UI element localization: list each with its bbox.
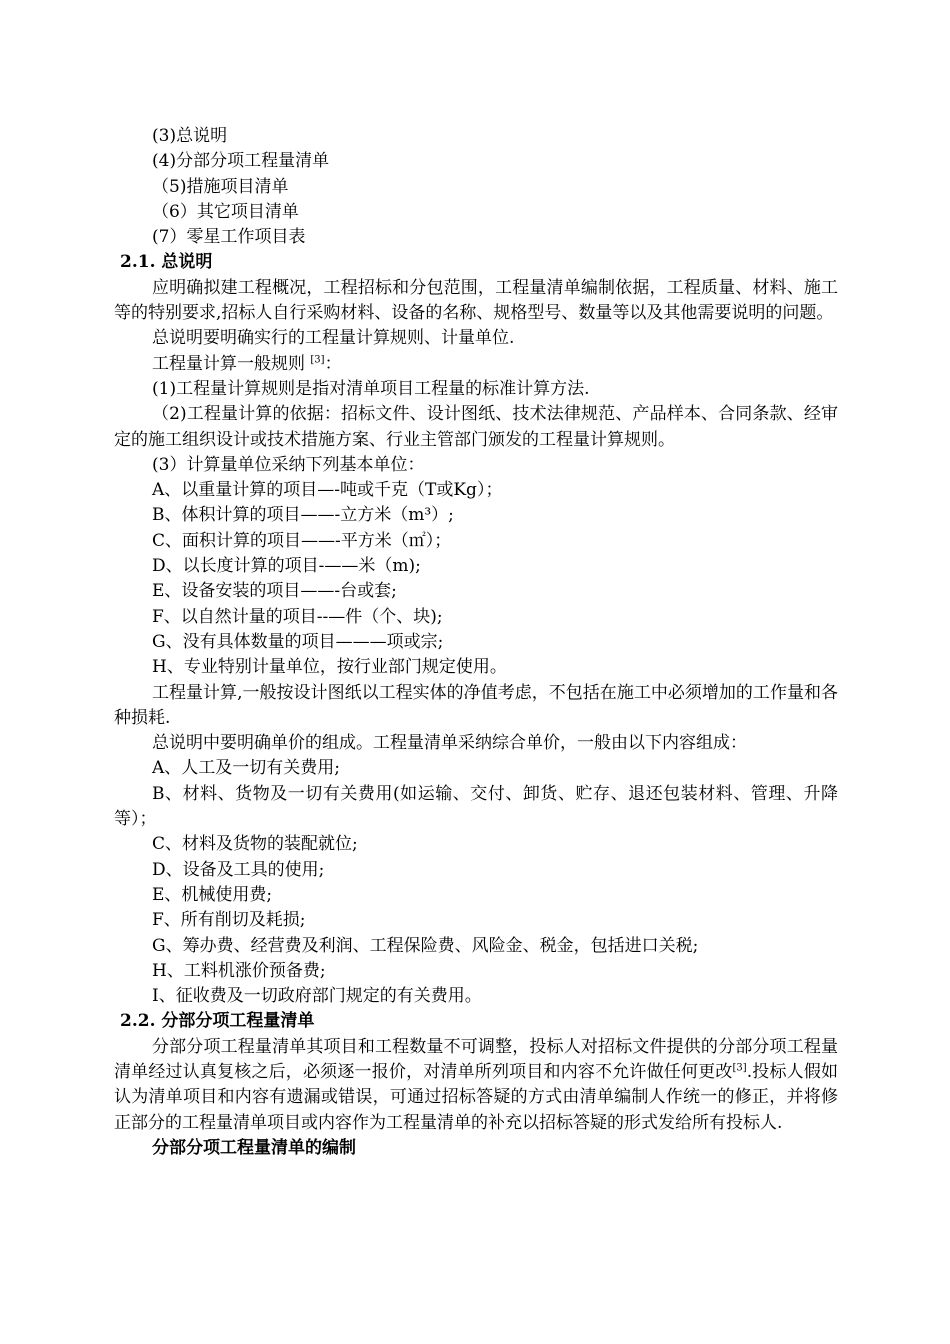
unit-item: C、面积计算的项目——-平方米（㎡）； [152, 530, 452, 551]
paragraph [114, 1035, 838, 1136]
paragraph: 工程量计算,一般按设计图纸以工程实体的净值考虑，不包括在施工中必须增加的工作量和各种损耗. [114, 682, 838, 728]
list-item: (4)分部分项工程量清单 [152, 151, 330, 172]
unit-item: B、体积计算的项目——-立方米（m³）; [152, 505, 454, 526]
unit-item: E、设备安装的项目——-台或套; [152, 581, 397, 602]
rule-item: (3）计算量单位采纳下列基本单位： [152, 454, 425, 475]
section-heading-2-1: 2.1. 总说明 [120, 252, 213, 273]
citation-ref: [3] [310, 354, 325, 366]
rule-intro [114, 352, 838, 377]
unit-item: D、以长度计算的项目-——米（m); [152, 556, 421, 577]
subheading: 分部分项工程量清单的编制 [152, 1137, 356, 1158]
unit-item: F、以自然计量的项目--—件（个、块); [152, 606, 443, 627]
paragraph: 总说明中要明确单价的组成。工程量清单采纳综合单价，一般由以下内容组成： [152, 733, 747, 754]
unit-item: G、没有具体数量的项目———项或宗; [152, 631, 444, 652]
list-item: (7）零星工作项目表 [152, 227, 306, 248]
price-item: G、筹办费、经营费及利润、工程保险费、风险金、税金，包括进口关税; [152, 935, 699, 956]
paragraph: 总说明要明确实行的工程量计算规则、计量单位. [152, 328, 515, 349]
document-body [114, 124, 838, 1161]
price-item: I、征收费及一切政府部门规定的有关费用。 [152, 986, 482, 1007]
price-item: B、材料、货物及一切有关费用(如运输、交付、卸货、贮存、退还包装材料、管理、升降等）； [114, 783, 838, 830]
paragraph: 应明确拟建工程概况，工程招标和分包范围，工程量清单编制依据，工程质量、材料、施工等的特别要求,招标人自行采购材料、设备的名称、规格型号、数量等以及其他需要说明的问题。 [114, 277, 838, 324]
citation-ref: [3] [732, 1062, 747, 1074]
paragraph-part: 分部分项工程量清单其项目和工程数量不可调整，投标人对招标文件提供的分部分项工程量清单经过认真复核之后，必须逐一报价，对清单所列项目和内容不允许做任何更改 [114, 1036, 838, 1082]
rule-intro-colon: ： [324, 353, 342, 374]
list-item: （5)措施项目清单 [152, 176, 289, 197]
price-item: E、机械使用费; [152, 884, 273, 905]
price-item: C、材料及货物的装配就位; [152, 834, 358, 855]
paragraph-part: .投标人假如认为清单项目和内容有遗漏或错误，可通过招标答疑的方式由清单编制人作统一的修正，并将修正部分的工程量清单项目或内容作为工程量清单的补充以招标答疑的形式发给所有投标人. [114, 1061, 838, 1133]
price-item: H、工料机涨价预备费; [152, 960, 326, 981]
price-item: D、设备及工具的使用; [152, 859, 325, 880]
list-item: (3)总说明 [152, 126, 228, 146]
rule-item: （2)工程量计算的依据：招标文件、设计图纸、技术法律规范、产品样本、合同条款、经审定的施工组织设计或技术措施方案、行业主管部门颁发的工程量计算规则。 [114, 404, 838, 450]
rule-intro-text: 工程量计算一般规则 [152, 353, 305, 374]
unit-item: H、专业特别计量单位，按行业部门规定使用。 [152, 657, 507, 678]
price-item: A、人工及一切有关费用; [152, 758, 341, 779]
unit-item: A、以重量计算的项目—-吨或千克（T或Kg）； [152, 480, 503, 501]
rule-item: (1)工程量计算规则是指对清单项目工程量的标准计算方法. [152, 378, 590, 399]
section-heading-2-2: 2.2. 分部分项工程量清单 [120, 1011, 315, 1032]
list-item: （6）其它项目清单 [152, 201, 299, 222]
price-item: F、所有削切及耗损; [152, 910, 306, 931]
